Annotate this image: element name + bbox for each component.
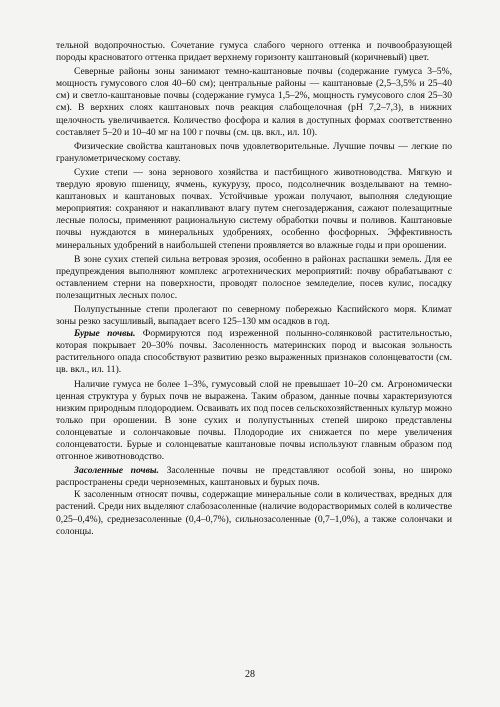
paragraph-10: К засоленным относят почвы, содержащие минеральные соли в количествах, вредных для растений. Среди них выделяют слабозасоленные (наличие водорастворимых солей в количестве 0,25–0,4%), среднезасоленные (0,4–0,7%), сильнозасоленные (0,7–1,0%), а также солончаки и солонцы.	[56, 489, 452, 537]
paragraph-brown-soils	[56, 328, 452, 376]
paragraph-3: Физические свойства каштановых почв удовлетворительные. Лучшие почвы — легкие по гранулометрическому составу.	[56, 140, 452, 164]
paragraph-6: Полупустынные степи пролегают по северному побережью Каспийского моря. Климат зоны резко засушливый, выпадает всего 125–130 мм осадков в год.	[56, 303, 452, 328]
paragraph-5: В зоне сухих степей сильна ветровая эрозия, особенно в районах распашки земель. Для ее предупреждения выполняют комплекс агротехнических мероприятий: почву обрабатывают с оставлением стерни на поверхности, проводят полосное земледелие, посев кулис, посадку полезащитных лесных полос.	[56, 253, 452, 301]
paragraph-1: тельной водопрочностью. Сочетание гумуса слабого черного оттенка и почвообразующей породы красноватого оттенка придает верхнему горизонту каштановый (коричневый) цвет.	[56, 40, 452, 64]
section-heading-saline-soils: Засоленные почвы.	[74, 465, 159, 477]
paragraph-4: Сухие степи — зона зернового хозяйства и пастбищного животноводства. Мягкую и твердую яровую пшеницу, ячмень, кукурузу, просо, подсолнечник возделывают на темно-каштановых и каштановых почвах. Устойчивые урожаи получают, выполняя следующие мероприятия: сохраняют и накапливают влагу путем снегозадержания, сажают полезащитные лесные полосы, применяют рациональную систему обработки почвы и поливов. Каштановые почвы нуждаются в минеральных удобрениях, особенно фосфорных. Эффективность минеральных удобрений в наибольшей степени проявляется во влажные годы и при орошении.	[56, 166, 452, 251]
paragraph-brown-soils-text: Формируются под изреженной полынно-солянковой растительностью, которая покрывает 20–30% почвы. Засоленность материнских пород и высокая зольность растительного опада способствуют развитию резко выраженных признаков солонцеватости (см. цв. вкл., ил. 11).	[56, 328, 452, 376]
paragraph-saline-soils	[56, 465, 452, 489]
section-heading-brown-soils: Бурые почвы.	[74, 328, 136, 340]
paragraph-2: Северные районы зоны занимают темно-каштановые почвы (содержание гумуса 3–5%, мощность гумусового слоя 40–60 см); центральные районы — каштановые (2,5–3,5% и 25–40 см) и светло-каштановые почвы (содержание гумуса 1,5–2%, мощность гумусового слоя 25–30 см). В верхних слоях каштановых почв реакция слабощелочная (pH 7,2–7,3), в нижних щелочность увеличивается. Количество фосфора и калия в доступных формах соответственно составляет 5–20 и 10–40 мг на 100 г почвы (см. цв. вкл., ил. 10).	[56, 66, 452, 138]
page-number: 28	[245, 669, 255, 680]
paragraph-8: Наличие гумуса не более 1–3%, гумусовый слой не превышает 10–20 см. Агрономически ценная структура у бурых почв не выражена. Таким образом, данные почвы характеризуются низким природным плодородием. Осваивать их под посев сельскохозяйственных культур можно только при орошении. В зоне сухих и полупустынных степей широко представлены солонцеватые и солончаковые почвы. Плодородие их снижается по мере увеличения солонцеватости. Бурые и солонцеватые каштановые почвы используют главным образом под отгонное животноводство.	[56, 378, 452, 463]
paragraph-saline-soils-text: Засоленные почвы не представляют особой зоны, но широко распространены среди черноземных, каштановых и бурых почв.	[56, 465, 453, 489]
